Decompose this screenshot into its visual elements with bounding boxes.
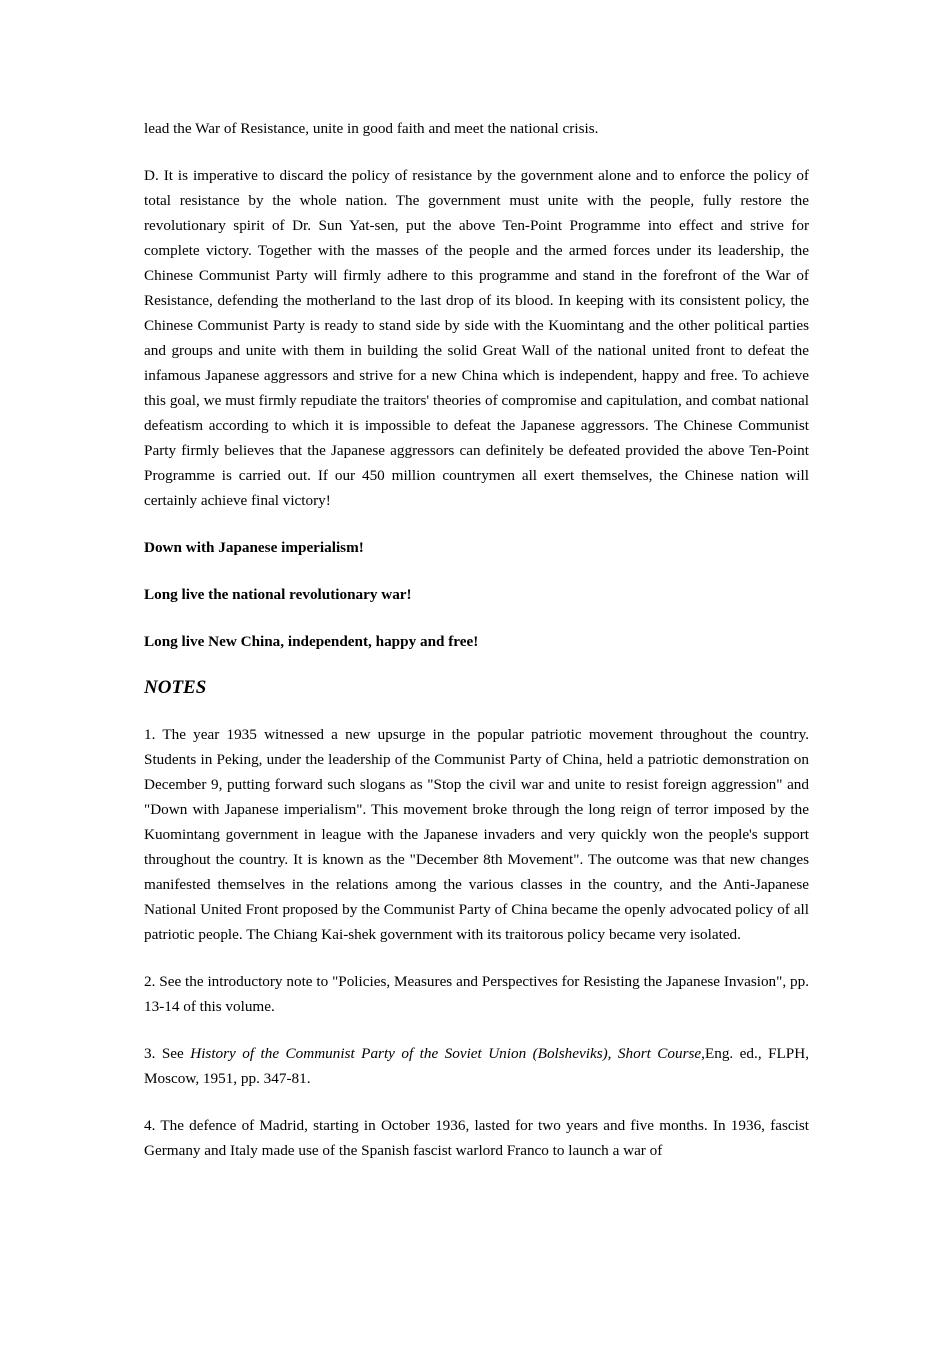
continuation-paragraph: lead the War of Resistance, unite in good faith and meet the national crisis. bbox=[144, 120, 599, 137]
document-page bbox=[144, 116, 809, 1163]
note-3-title: History of the Communist Party of the Soviet Union (Bolsheviks), Short Course, bbox=[190, 1045, 705, 1062]
slogan-1: Down with Japanese imperialism! bbox=[144, 539, 364, 556]
note-3-prefix: 3. See bbox=[144, 1045, 191, 1062]
note-1: 1. The year 1935 witnessed a new upsurge in the popular patriotic movement throughout the country. Students in Peking, under the leadership of the Communist Party of China, held a patriotic demonstration on December 9, putting forward such slogans as "Stop the civil war and unite to resist foreign aggression" and "Down with Japanese imperialism". This movement broke through the long reign of terror imposed by the Kuomintang government in league with the Japanese invaders and very quickly won the people's support throughout the country. It is known as the "December 8th Movement". The outcome was that new changes manifested themselves in the relations among the various classes in the country, and the Anti-Japanese National United Front proposed by the Communist Party of China became the openly advocated policy of all patriotic people. The Chiang Kai-shek government with its traitorous policy became very isolated. bbox=[144, 726, 809, 943]
note-3-suffix: Eng. ed., FLPH, Moscow, 1951, pp. 347-81. bbox=[144, 1045, 809, 1087]
slogan-2: Long live the national revolutionary war! bbox=[144, 586, 412, 603]
note-2: 2. See the introductory note to "Policies, Measures and Perspectives for Resisting the Japanese Invasion", pp. 13-14 of this volume. bbox=[144, 973, 809, 1015]
note-3 bbox=[144, 1041, 809, 1091]
slogan-3: Long live New China, independent, happy and free! bbox=[144, 633, 479, 650]
note-4: 4. The defence of Madrid, starting in October 1936, lasted for two years and five months. In 1936, fascist Germany and Italy made use of the Spanish fascist warlord Franco to launch a war of bbox=[144, 1117, 809, 1159]
notes-heading: NOTES bbox=[144, 677, 207, 698]
paragraph-d: D. It is imperative to discard the policy of resistance by the government alone and to enforce the policy of total resistance by the whole nation. The government must unite with the people, fully restore the revolutionary spirit of Dr. Sun Yat-sen, put the above Ten-Point Programme into effect and strive for complete victory. Together with the masses of the people and the armed forces under its leadership, the Chinese Communist Party will firmly adhere to this programme and stand in the forefront of the War of Resistance, defending the motherland to the last drop of its blood. In keeping with its consistent policy, the Chinese Communist Party is ready to stand side by side with the Kuomintang and the other political parties and groups and unite with them in building the solid Great Wall of the national united front to defeat the infamous Japanese aggressors and strive for a new China which is independent, happy and free. To achieve this goal, we must firmly repudiate the traitors' theories of compromise and capitulation, and combat national defeatism according to which it is impossible to defeat the Japanese aggressors. The Chinese Communist Party firmly believes that the Japanese aggressors can definitely be defeated provided the above Ten-Point Programme is carried out. If our 450 million countrymen all exert themselves, the Chinese nation will certainly achieve final victory! bbox=[144, 167, 809, 509]
